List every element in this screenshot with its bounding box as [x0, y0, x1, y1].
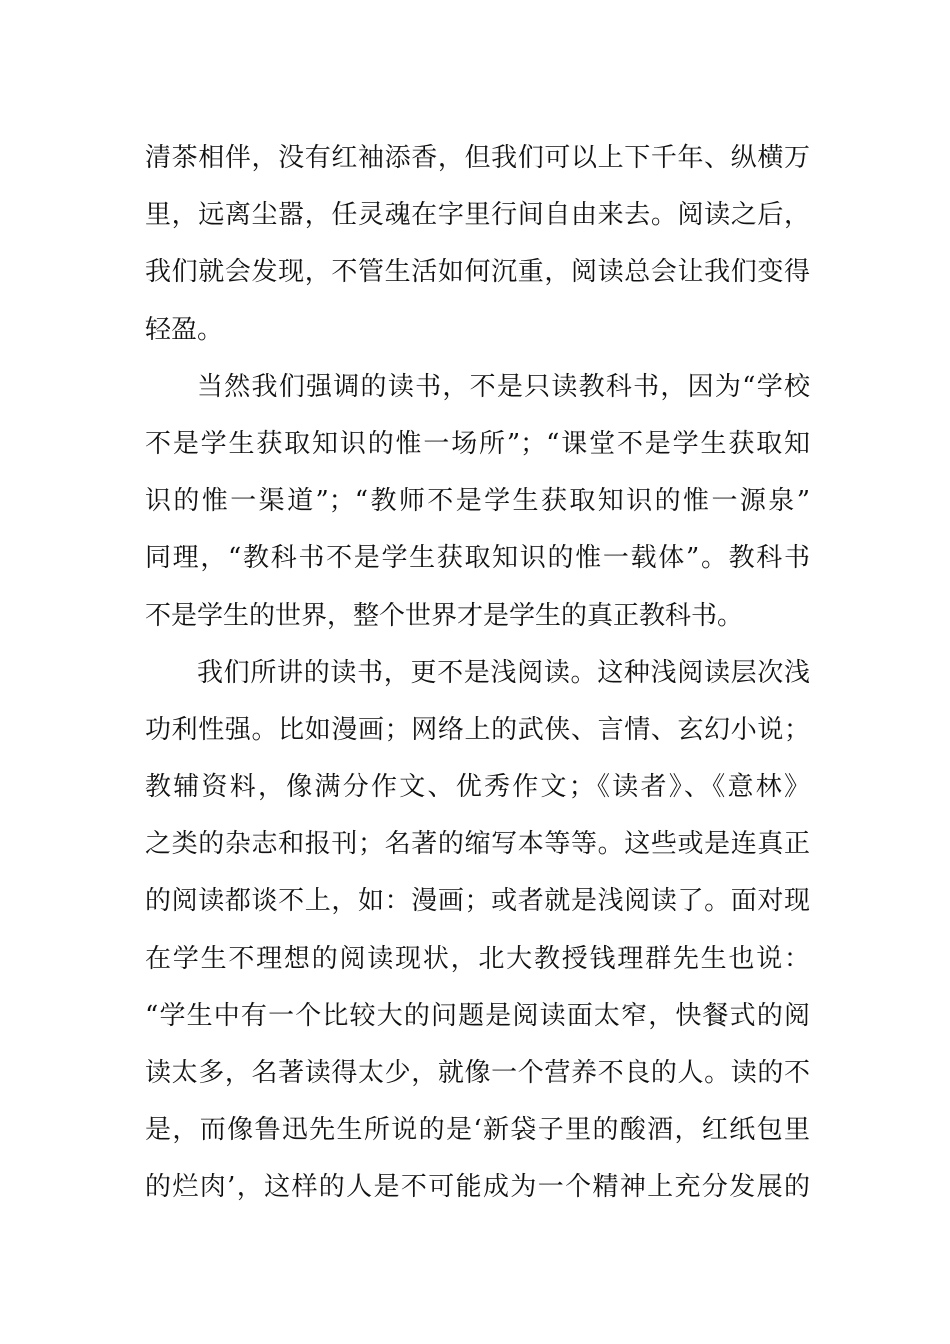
text-line: 我们就会发现，不管生活如何沉重，阅读总会让我们变得 [145, 257, 810, 288]
text-line: 之类的杂志和报刊；名著的缩写本等等。这些或是连真正 [145, 829, 810, 860]
text-line: 当然我们强调的读书，不是只读教科书，因为“学校 [197, 371, 810, 402]
text-line: “学生中有一个比较大的问题是阅读面太窄，快餐式的阅 [145, 1000, 810, 1031]
text-line: 是，而像鲁迅先生所说的是‘新袋子里的酸酒，红纸包里 [145, 1115, 810, 1146]
text-line: 在学生不理想的阅读现状，北大教授钱理群先生也说： [145, 943, 810, 974]
text-line: 功利性强。比如漫画；网络上的武侠、言情、玄幻小说； [145, 714, 810, 745]
body-text [145, 130, 810, 1217]
paragraph-1 [145, 130, 810, 359]
text-line: 的烂肉’，这样的人是不可能成为一个精神上充分发展的 [145, 1172, 810, 1203]
paragraph-3 [145, 645, 810, 1217]
text-line: 同理，“教科书不是学生获取知识的惟一载体”。教科书 [145, 543, 810, 574]
text-line: 不是学生的世界，整个世界才是学生的真正教科书。 [145, 600, 744, 631]
text-line: 教辅资料，像满分作文、优秀作文；《读者》、《意林》 [145, 772, 810, 803]
text-line: 清茶相伴，没有红袖添香，但我们可以上下千年、纵横万 [145, 143, 810, 173]
text-line: 不是学生获取知识的惟一场所”；“课堂不是学生获取知 [145, 428, 810, 459]
text-line: 识的惟一渠道”；“教师不是学生获取知识的惟一源泉” [145, 486, 810, 517]
text-line: 我们所讲的读书，更不是浅阅读。这种浅阅读层次浅 [197, 657, 810, 688]
text-line: 里，远离尘嚣，任灵魂在字里行间自由来去。阅读之后， [145, 200, 810, 231]
text-line: 轻盈。 [145, 314, 224, 345]
paragraph-2 [145, 359, 810, 645]
text-line: 读太多，名著读得太少，就像一个营养不良的人。读的不 [145, 1058, 810, 1088]
text-line: 的阅读都谈不上，如：漫画；或者就是浅阅读了。面对现 [145, 886, 810, 917]
